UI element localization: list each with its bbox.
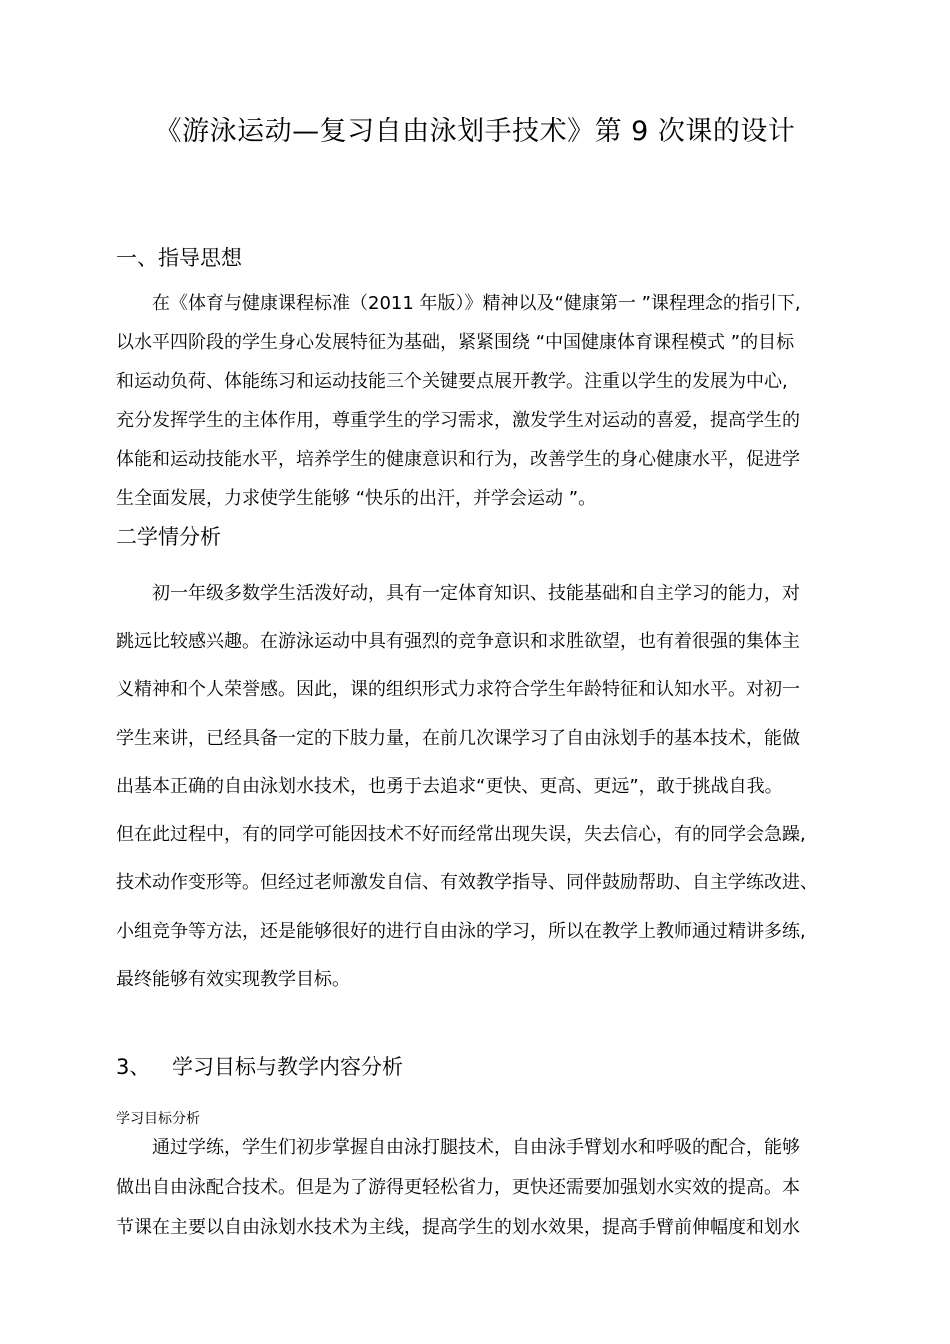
section3-line: 做出自由泳配合技术。但是为了游得更轻松省力，更快还需要加强划水实效的提高。本: [116, 1177, 800, 1198]
section1-line: 生全面发展，力求使学生能够 “快乐的出汗，并学会运动 ”。: [116, 488, 597, 509]
section3-line: 节课在主要以自由泳划水技术为主线，提高学生的划水效果，提高手臂前伸幅度和划水: [116, 1217, 800, 1238]
document-title: 《游泳运动—复习自由泳划手技术》第 9 次课的设计: [154, 116, 796, 147]
section1-heading: 一、指导思想: [116, 246, 242, 270]
section2-line: 学生来讲，已经具备一定的下肢力量，在前几次课学习了自由泳划手的基本技术，能做: [116, 728, 800, 749]
section3-heading: 学习目标与教学内容分析: [172, 1055, 403, 1079]
section1-line: 在《体育与健康课程标准（2011 年版）》精神以及“健康第一 ”课程理念的指引下,: [152, 293, 801, 314]
section2-line: 义精神和个人荣誉感。因此，课的组织形式力求符合学生年龄特征和认知水平。对初一: [116, 679, 800, 700]
section1-line: 体能和运动技能水平，培养学生的健康意识和行为，改善学生的身心健康水平，促进学: [116, 449, 800, 470]
section2-heading: 二学情分析: [116, 525, 221, 549]
section3-subheading: 学习目标分析: [116, 1111, 200, 1127]
section2-line: 初一年级多数学生活泼好动，具有一定体育知识、技能基础和自主学习的能力，对: [152, 583, 800, 604]
section2-line: 技术动作变形等。但经过老师激发自信、有效教学指导、同伴鼓励帮助、自主学练改进、: [116, 872, 818, 893]
section1-line: 以水平四阶段的学生身心发展特征为基础，紧紧围绕 “中国健康体育课程模式 ”的目标: [116, 332, 795, 353]
section1-line: 和运动负荷、体能练习和运动技能三个关键要点展开教学。注重以学生的发展为中心,: [116, 371, 788, 392]
section2-line: 跳远比较感兴趣。在游泳运动中具有强烈的竞争意识和求胜欲望，也有着很强的集体主: [116, 631, 800, 652]
section3-line: 通过学练，学生们初步掌握自由泳打腿技术，自由泳手臂划水和呼吸的配合，能够: [152, 1137, 800, 1158]
section3-number: 3、: [116, 1055, 151, 1079]
section2-line: 最终能够有效实现教学目标。: [116, 969, 350, 990]
section1-line: 充分发挥学生的主体作用，尊重学生的学习需求，激发学生对运动的喜爱，提高学生的: [116, 410, 800, 431]
section2-line: 出基本正确的自由泳划水技术，也勇于去追求“更快、更高、更远”，敢于挑战自我。: [116, 776, 783, 797]
section2-line: 小组竞争等方法，还是能够很好的进行自由泳的学习，所以在教学上教师通过精讲多练,: [116, 921, 806, 942]
section2-line: 但在此过程中，有的同学可能因技术不好而经常出现失误，失去信心，有的同学会急躁,: [116, 824, 806, 845]
